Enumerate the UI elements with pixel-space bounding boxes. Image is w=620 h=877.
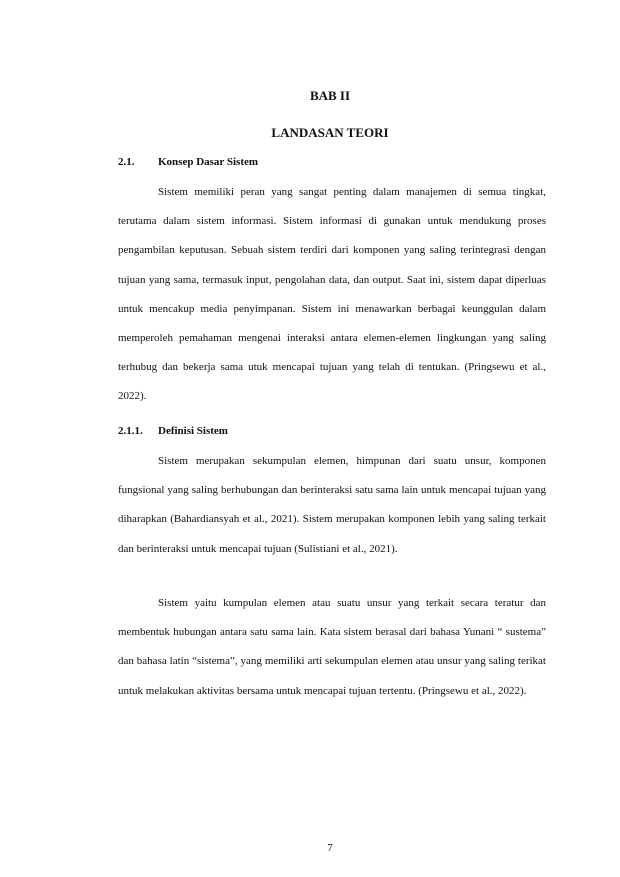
chapter-number: BAB II <box>309 88 351 103</box>
section-number: 2.1. <box>118 156 135 168</box>
section-2-1-1-paragraph-1: Sistem merupakan sekumpulan elemen, himpunan dari suatu unsur, komponen fungsional yang saling berhubungan dan berinteraksi satu sama lain untuk mencapai tujuan yang diharapkan (Bahardiansyah et al., 2021). Sistem merupakan komponen lebih yang saling terkait dan berinteraksi untuk mencapai tujuan (Sulistiani et al., 2021). <box>118 455 546 555</box>
page-number: 7 <box>327 842 333 854</box>
section-heading-2-1 <box>118 156 258 168</box>
section-title: Konsep Dasar Sistem <box>158 156 259 168</box>
section-title: Definisi Sistem <box>158 425 228 437</box>
chapter-title: LANDASAN TEORI <box>271 125 389 140</box>
section-2-1-1-paragraph-2: Sistem yaitu kumpulan elemen atau suatu unsur yang terkait secara teratur dan membentuk hubungan antara satu sama lain. Kata sistem berasal dari bahasa Yunani “ sustema” dan bahasa latin “sistema”, yang memiliki arti sekumpulan elemen atau unsur yang saling terikat untuk melakukan aktivitas bersama untuk mencapai tujuan tertentu. (Pringsewu et al., 2022). <box>118 597 546 697</box>
section-number: 2.1.1. <box>118 425 143 437</box>
section-heading-2-1-1 <box>118 425 228 437</box>
section-2-1-paragraph: Sistem memiliki peran yang sangat penting dalam manajemen di semua tingkat, terutama dalam sistem informasi. Sistem informasi di gunakan untuk mendukung proses pengambilan keputusan. Sebuah sistem terdiri dari komponen yang saling terintegrasi dengan tujuan yang sama, termasuk input, pengolahan data, dan output. Saat ini, sistem dapat diperluas untuk mencakup media penyimpanan. Sistem ini menawarkan berbagai keunggulan dalam memperoleh pemahaman mengenai interaksi antara elemen-elemen lingkungan yang saling terhubug dan bekerja sama utuk mencapai tujuan yang telah di tentukan. (Pringsewu et al., 2022). <box>118 186 546 403</box>
